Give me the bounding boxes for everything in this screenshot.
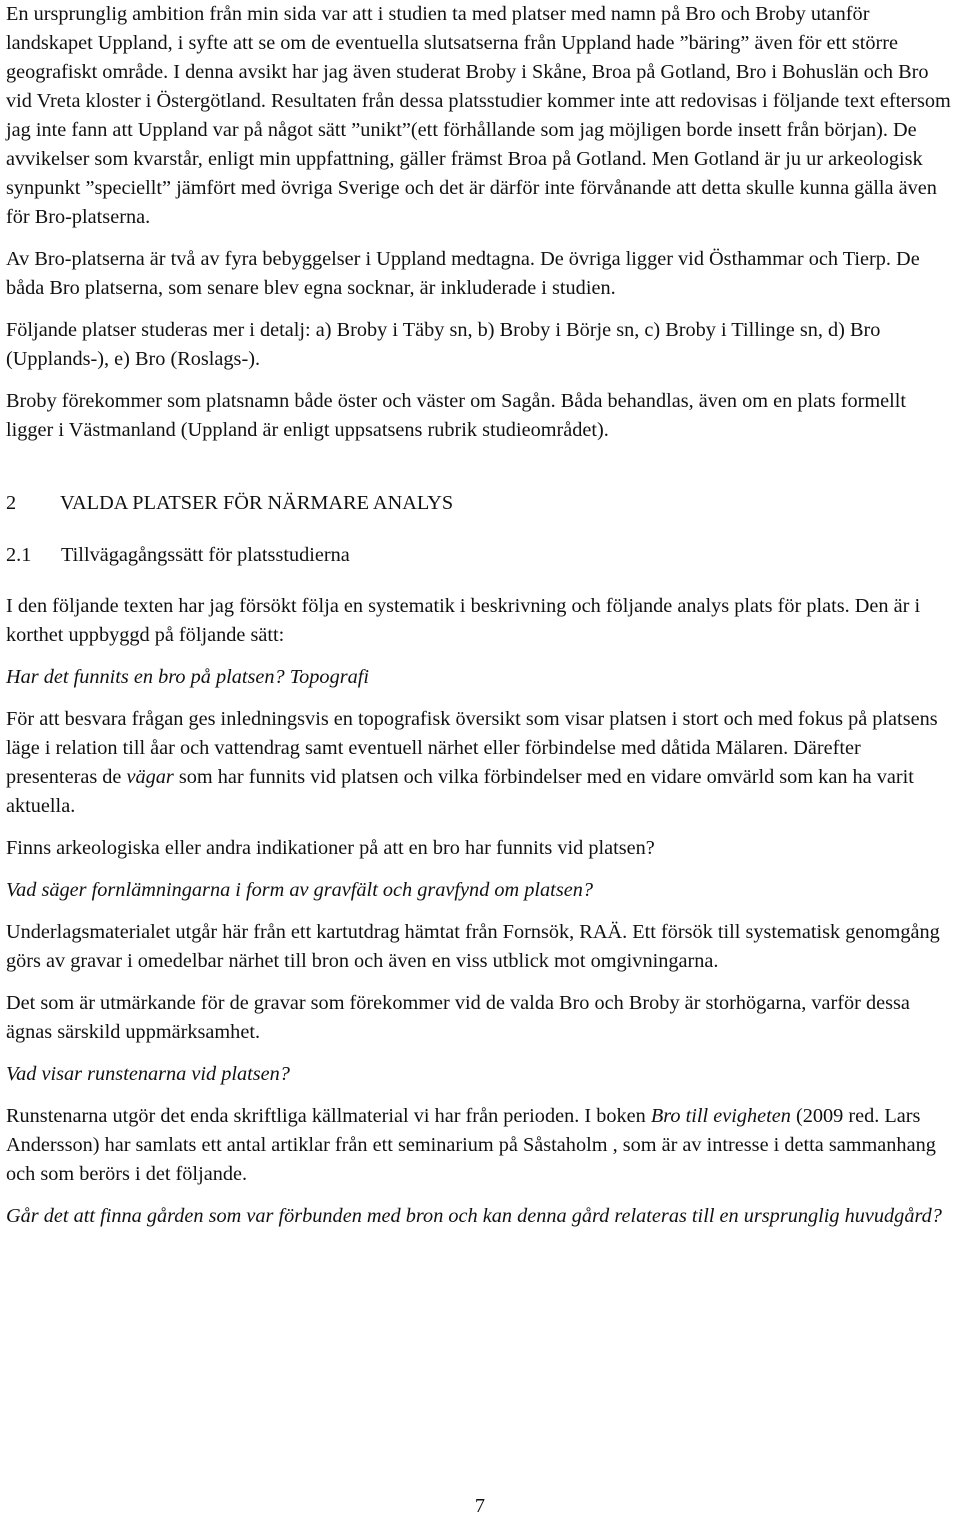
question-runestones — [6, 1060, 956, 1089]
subsection-title: Tillvägagångssätt för platsstudierna — [61, 544, 350, 566]
paragraph-indications: Finns arkeologiska eller andra indikationer på att en bro har funnits vid platsen? — [6, 837, 655, 859]
paragraph-text: För att besvara frågan ges inledningsvis en topografisk översikt som visar platsen i stort och med fokus på platsens läge i relation till åar och vattendrag samt eventuell närhet eller förbindelse med dåtida Mälaren. Därefter presenteras de — [6, 708, 938, 788]
section-number: 2 — [6, 492, 17, 514]
paragraph-runestones — [6, 1102, 956, 1189]
subsection-heading — [6, 541, 956, 570]
paragraph-studied-places: Följande platser studeras mer i detalj: a) Broby i Täby sn, b) Broby i Börje sn, c) Broby i Tillinge sn, d) Bro (Upplands-), e) Bro (Roslags-). — [6, 319, 881, 370]
question-farm — [6, 1202, 956, 1231]
paragraph-broby-sagan: Broby förekommer som platsnamn både öster och väster om Sagån. Båda behandlas, även om en plats formellt ligger i Västmanland (Uppland är enligt uppsatsens rubrik studieområdet). — [6, 390, 907, 441]
paragraph-storhogar: Det som är utmärkande för de gravar som förekommer vid de valda Bro och Broby är storhögarna, varför dessa ägnas särskild uppmärksamhet. — [6, 992, 910, 1043]
question-bridge-topography — [6, 663, 956, 692]
section-heading — [6, 489, 956, 518]
question-text: Vad säger fornlämningarna i form av gravfält och gravfynd om platsen? — [6, 879, 593, 901]
question-text: Vad visar runstenarna vid platsen? — [6, 1063, 290, 1085]
paragraph-intro: En ursprunglig ambition från min sida var att i studien ta med platser med namn på Bro och Broby utanför landskapet Uppland, i syfte att se om de eventuella slutsatserna från Uppland hade ”bäring” även för ett större geografiskt område. I denna avsikt har jag även studerat Broby i Skåne, Broa på Gotland, Bro i Bohuslän och Bro vid Vreta kloster i Östergötland. Resultaten från dessa platsstudier kommer inte att redovisas i följande text eftersom jag inte fann att Uppland var på något sätt ”unikt”(ett förhållande som jag möjligen borde insett från början). De avvikelser som kvarstår, enligt min uppfattning, gäller främst Broa på Gotland. Men Gotland är ju ur arkeologisk synpunkt ”speciellt” jämfört med övriga Sverige och det är därför inte förvånande att detta skulle kunna gälla även för Bro-platserna. — [6, 3, 951, 228]
question-text: Går det att finna gården som var förbunden med bron och kan denna gård relateras till en ursprunglig huvudgård? — [6, 1205, 942, 1227]
paragraph-text: (2009 red. Lars Andersson) har samlats ett antal artiklar från ett seminarium på Såstaholm , som är av intresse i detta sammanhang och som berörs i det följande. — [6, 1105, 936, 1185]
paragraph-text: Runstenarna utgör det enda skriftliga källmaterial vi har från perioden. I boken — [6, 1105, 651, 1127]
page-number: 7 — [474, 1495, 486, 1517]
paragraph-text: som har funnits vid platsen och vilka förbindelser med en vidare omvärld som kan ha varit aktuella. — [6, 766, 914, 817]
question-text: Har det funnits en bro på platsen? Topografi — [6, 666, 370, 688]
book-title: Bro till evigheten — [650, 1105, 791, 1127]
subsection-number: 2.1 — [6, 544, 32, 566]
paragraph-topography — [6, 705, 956, 821]
paragraph-fornsok: Underlagsmaterialet utgår här från ett kartutdrag hämtat från Fornsök, RAÄ. Ett försök till systematisk genomgång görs av gravar i omedelbar närhet till bron och även en viss utblick mot omgivningarna. — [6, 921, 940, 972]
section-title: VALDA PLATSER FÖR NÄRMARE ANALYS — [60, 492, 454, 514]
emphasis-text: vägar — [126, 766, 174, 788]
question-ancient-monuments — [6, 876, 956, 905]
paragraph-method-intro: I den följande texten har jag försökt följa en systematik i beskrivning och följande analys plats för plats. Den är i korthet uppbyggd på följande sätt: — [6, 595, 921, 646]
paragraph-bro-platserna: Av Bro-platserna är två av fyra bebyggelser i Uppland medtagna. De övriga ligger vid Östhammar och Tierp. De båda Bro platserna, som senare blev egna socknar, är inkluderade i studien. — [6, 248, 920, 299]
